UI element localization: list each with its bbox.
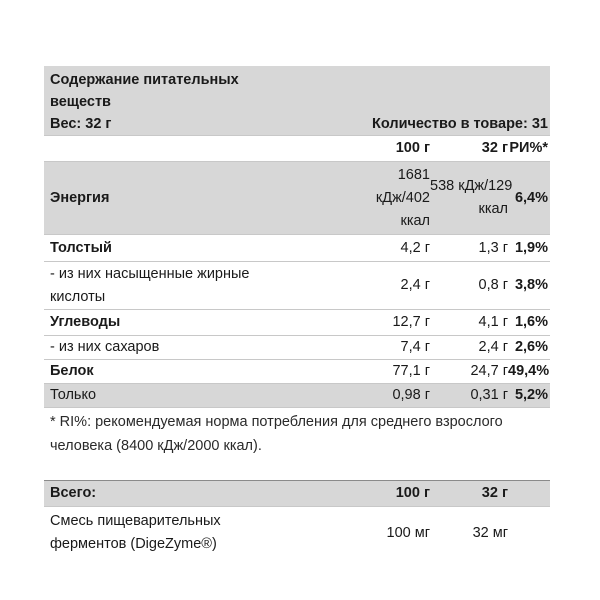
row-value-100g: 12,7 г [392,314,430,330]
table-title [44,66,550,113]
row-value-100g: 0,98 г [392,387,430,403]
row-value-32g: 0,31 г [470,387,508,403]
table-row-saturated-fat [44,262,550,310]
row-value-ri: 1,9% [514,239,548,256]
column-header-32g: 32 г [481,140,508,156]
table-row-carbohydrates [44,310,550,336]
servings-label: Количество в товаре: 31 [372,116,548,132]
row-name: Только [50,387,97,403]
row-value-ri: 49,4% [508,363,550,379]
row-value-100g: 2,4 г [400,277,430,293]
weight-label: Вес: 32 г [50,116,112,132]
row-value-100g: 100 мг [386,524,430,541]
row-value-ri: 6,4% [514,189,548,206]
energy-100-line3: ккал [400,212,430,229]
row-name [44,263,320,309]
row-name: Толстый [50,239,112,256]
row-name-line2: кислоты [50,288,106,305]
row-value-ri: 3,8% [514,277,548,293]
section-divider [44,464,550,481]
row-value-32g: 4,1 г [478,314,508,330]
energy-32-line1: 538 кДж/129 [430,178,513,194]
row-value-100g: 4,2 г [400,239,430,256]
energy-100-line1: 1681 [397,166,430,183]
row-name: - из них сахаров [50,339,160,355]
weight-row [44,113,550,136]
row-value-32g: 0,8 г [478,277,508,293]
footnote-line2: человека (8400 кДж/2000 ккал). [50,438,262,454]
row-name [44,510,320,556]
table-row-sugars [44,336,550,360]
total-label: Всего: [50,485,97,501]
table-row-salt [44,384,550,408]
title-line-1: Содержание питательных [50,72,239,88]
column-header-100g: 100 г [395,140,430,156]
total-header-100g: 100 г [395,485,430,501]
table-row-energy [44,162,550,235]
row-value-32g: 2,4 г [478,339,508,355]
row-value-32g: 1,3 г [478,239,508,256]
table-row-protein [44,360,550,384]
footnote [44,408,550,464]
row-name: Энергия [50,189,110,206]
row-name-line1: - из них насыщенные жирные [50,265,250,282]
row-name-line2: ферментов (DigeZyme®) [50,536,217,552]
row-value-100g: 7,4 г [400,339,430,355]
energy-100-line2: кДж/402 [375,189,430,206]
total-header-32g: 32 г [481,485,508,501]
row-name: Белок [50,363,94,379]
title-line-2: веществ [50,94,111,110]
footnote-line1: * RI%: рекомендуемая норма потребления для среднего взрослого [50,414,503,430]
row-value-100g: 77,1 г [392,363,430,379]
row-name: Углеводы [50,314,121,330]
energy-32-line2: ккал [478,201,508,217]
table-row-fat [44,235,550,262]
row-value-ri: 2,6% [514,339,548,355]
total-header-row [44,481,550,507]
column-header-ri: РИ%* [509,140,548,156]
row-value-ri: 5,2% [514,387,548,403]
table-row-enzymes [44,507,550,559]
column-header-row [44,136,550,162]
nutrition-table [44,66,550,559]
row-name-line1: Смесь пищеварительных [50,513,221,529]
row-value-32g: 24,7 г [470,363,508,379]
row-value-100g [320,164,430,233]
row-value-ri: 1,6% [514,314,548,330]
row-value-32g [430,175,513,221]
row-value-32g: 32 мг [472,524,508,541]
